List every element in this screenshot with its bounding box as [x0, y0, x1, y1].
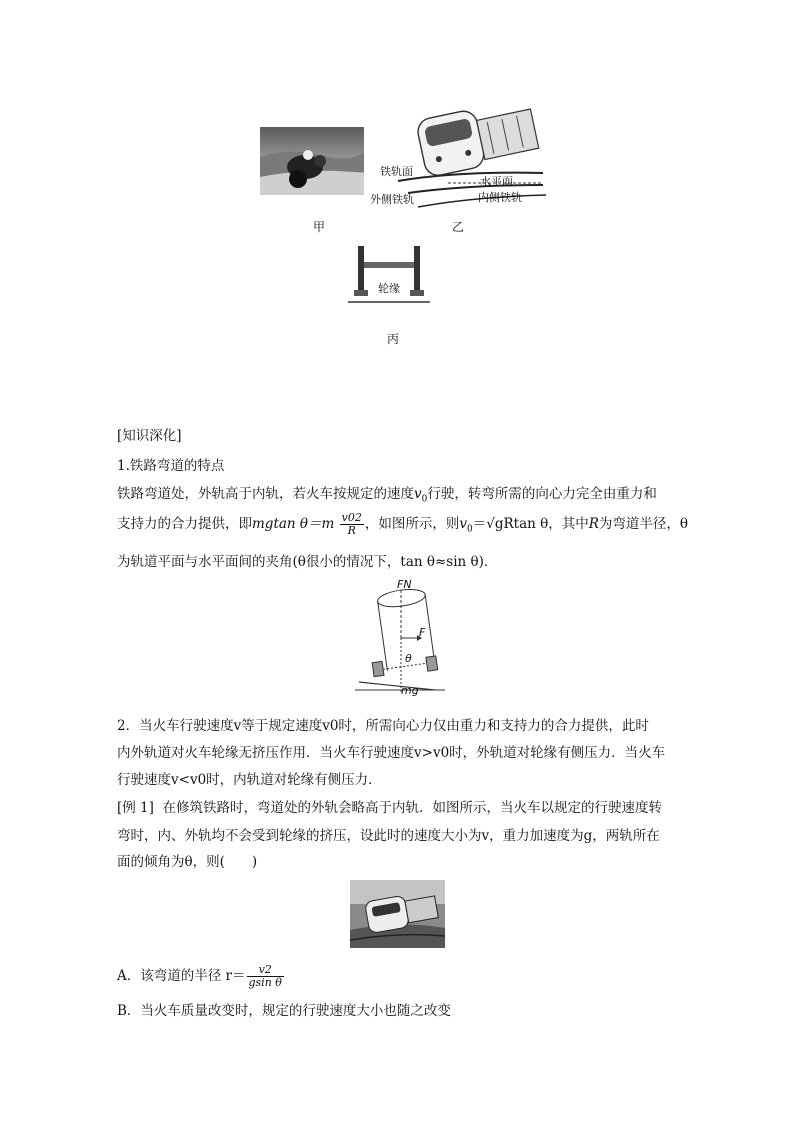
outer-rail-label: 外侧铁轨 — [370, 193, 414, 206]
item2-line-2: 内外轨道对火车轮缘无挤压作用．当火车行驶速度v>v0时，外轨道对轮缘有侧压力．当火车 — [117, 745, 666, 761]
paragraph-line-1: 铁路弯道处，外轨高于内轨，若火车按规定的速度$v_0$行驶，转弯所需的向心力完全由重力和 — [117, 486, 657, 505]
train-photo — [350, 880, 445, 948]
fn-label: FN — [397, 578, 412, 591]
item1-title: 1.铁路弯道的特点 — [117, 458, 225, 474]
figure-jia-caption: 甲 — [313, 220, 326, 234]
option-b[interactable]: B．当火车质量改变时，规定的行驶速度大小也随之改变 — [117, 1003, 451, 1019]
figure-yi-caption: 乙 — [452, 220, 465, 234]
v0-over-R-fraction: $\frac{v02}{R}$ — [341, 511, 362, 537]
option-a-fraction: $\frac{v2}{\text{gsin θ}}$ — [248, 963, 282, 989]
example-tag: [例 1] — [117, 800, 154, 816]
item2-line-3: 行驶速度v<v0时，内轨道对轮缘有侧压力． — [117, 772, 382, 788]
example-line-1: [例 1] 在修筑铁路时，弯道处的外轨会略高于内轨．如图所示，当火车以规定的行驶速度转 — [117, 800, 663, 816]
theta-label: θ — [405, 652, 412, 665]
paragraph-line-2: 支持力的合力提供，即mgtan θ＝m $\frac{v02}{R}$ ，如图所示，则$v_0=√gRtan$ θ，其中R为弯道半径，θ — [117, 511, 689, 537]
motorcycle-photo — [260, 127, 364, 195]
force-diagram — [355, 578, 445, 696]
inner-rail-label: 内侧铁轨 — [478, 191, 522, 204]
section-heading: [知识深化] — [117, 428, 182, 444]
rail-surface-label: 铁轨面 — [380, 165, 413, 178]
f-label: F — [419, 626, 426, 639]
example-line-2: 弯时，内、外轨均不会受到轮缘的挤压，设此时的速度大小为v，重力加速度为g，两轨所在 — [117, 828, 660, 844]
horizontal-plane-label: 水平面 — [480, 175, 513, 188]
figure-bing-caption: 丙 — [387, 332, 400, 346]
item2-line-1: 2．当火车行驶速度v等于规定速度v0时，所需向心力仅由重力和支持力的合力提供，此时 — [117, 718, 649, 734]
flange-label: 轮缘 — [378, 282, 400, 295]
tilted-train-figure — [370, 103, 548, 215]
paragraph-line-3: 为轨道平面与水平面间的夹角(θ很小的情况下，tan θ≈sin θ)． — [117, 554, 498, 570]
mg-label: mg — [401, 684, 419, 697]
option-a[interactable]: A．该弯道的半径 r＝ $\frac{v2}{\text{gsin θ}}$ — [117, 963, 282, 989]
wheel-flange-figure — [348, 244, 430, 310]
example-line-3: 面的倾角为θ，则( ) — [117, 854, 258, 870]
